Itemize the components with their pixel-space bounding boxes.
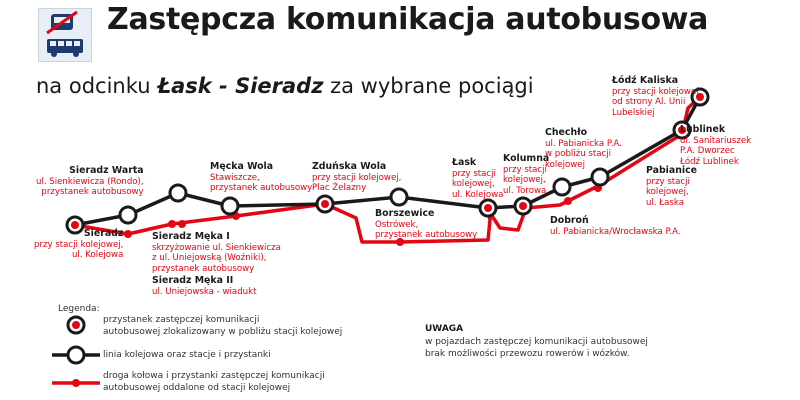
note-text: w pojazdach zastępczej komunikacji autobusowej brak możliwości przewozu rowerów i wózków. [425,337,648,359]
rail-station [170,185,186,201]
station-label-sieradz: Sieradz przy stacji kolejowej, ul. Kolejowa [34,228,124,260]
bus-stop-dot [564,197,572,205]
station-label-mecka-wola: Męcka Wola Stawiszcze, przystanek autobusowy [210,161,313,193]
bus-stop-dot [168,220,176,228]
note-heading: UWAGA [425,324,464,334]
bus-road-icon [52,379,100,387]
station-label-kolumna: Kolumna przy stacji kolejowej, ul. Torowa [503,153,550,196]
station-label-lodz-kaliska: Łódź Kaliska przy stacji kolejowej od strony Al. Unii Lubelskiej [612,75,699,118]
subtitle-route: Łask - Sieradz [157,74,324,98]
combined-stop [515,198,531,214]
rail-station [120,207,136,223]
legend-heading: Legenda: [58,304,100,314]
legend-item-rail-line: linia kolejowa oraz stacje i przystanki [103,350,271,360]
combined-stop [480,200,496,216]
station-label-lask: Łask przy stacji kolejowej, ul. Kolejowa [452,157,504,200]
rail-station [554,179,570,195]
station-label-borszewice: Borszewice Ostrówek, przystanek autobusowy [375,208,478,240]
legend-item-combined-stop: przystanek zastępczej komunikacji autobusowej zlokalizowany w pobliżu stacji kolejowej [103,315,343,337]
rail-station [222,198,238,214]
bus-stop-dot [178,220,186,228]
station-label-sieradz-warta: Sieradz Warta ul. Sienkiewicza (Rondo), przystanek autobusowy [36,165,144,197]
station-label-sieradz-meka-2: Sieradz Męka II ul. Uniejowska - wiadukt [152,275,257,297]
station-label-pabianice: Pabianice przy stacji kolejowej, ul. Łaska [646,165,697,208]
rail-line-icon [52,347,100,363]
rail-station [592,169,608,185]
combined-stop [317,196,333,212]
subtitle-suffix: za wybrane pociągi [323,74,534,98]
station-label-dobron: Dobroń ul. Pabianicka/Wrocławska P.A. [550,215,681,237]
station-label-lublinek: Lublinek ul. Sanitariuszek P.A. Dworzec Łódź Lublinek [680,124,752,167]
page-title: Zastępcza komunikacja autobusowa [107,2,709,37]
station-label-sieradz-meka-1: Sieradz Męka I skrzyżowanie ul. Sienkiewicza z ul. Uniejowską (Woźniki), przystanek autobusowy [152,231,281,274]
station-label-chechlo: Chechło ul. Pabianicka P.A. w pobliżu stacji kolejowej [545,127,622,170]
bus-stop-dot [124,230,132,238]
subtitle-prefix: na odcinku [36,74,158,98]
combined-stop-icon [68,317,84,333]
legend-item-bus-road: droga kołowa i przystanki zastępczej komunikacji autobusowej oddalone od stacji kolejowej [103,371,325,393]
station-label-zdunska-wola: Zduńska Wola przy stacji kolejowej, Plac Żelazny [312,161,402,193]
